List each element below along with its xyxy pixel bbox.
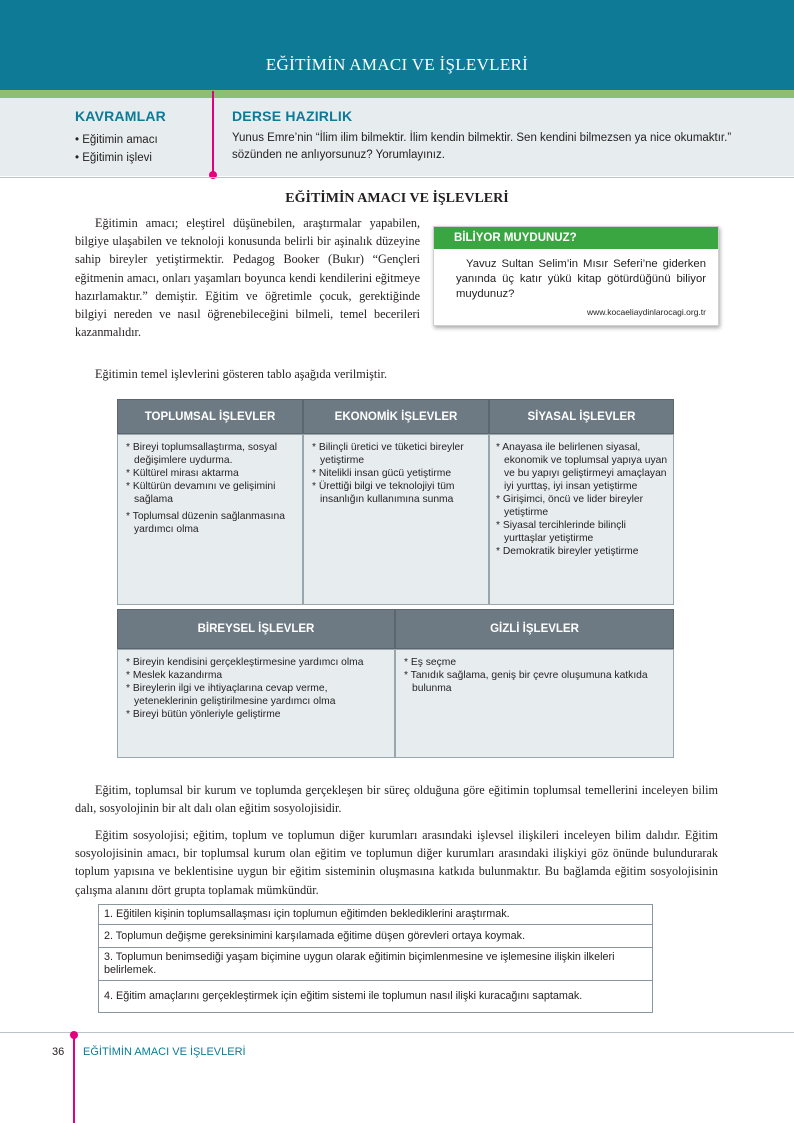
list-item: * Kültürün devamını ve gelişimini sağlama	[126, 481, 276, 505]
banner-title: EĞİTİMİN AMACI VE İŞLEVLERİ	[265, 55, 529, 74]
top-banner	[0, 0, 794, 90]
list-item: * Eş seçme	[404, 657, 457, 668]
table-row	[99, 905, 653, 925]
list-item: * Kültürel mirası aktarma	[126, 468, 239, 479]
table-row	[99, 925, 653, 948]
table-cell: 3. Toplumun benimsediği yaşam biçimine uygun olarak eğitimin biçimlenmesine ve işlemesine ilişkin ilkeleri belirlemek.	[99, 948, 653, 981]
did-you-know-title: BİLİYOR MUYDUNUZ?	[434, 227, 718, 249]
list-item: * Bireylerin ilgi ve ihtiyaçlarına cevap verme, yeteneklerinin geliştirilmesine yardımcı olma	[126, 683, 336, 707]
kavramlar-list	[75, 131, 158, 167]
siyasal-cell	[489, 434, 674, 605]
table-row	[99, 981, 653, 1013]
list-item: * Bireyin kendisini gerçekleştirmesine yardımcı olma	[126, 657, 364, 668]
gizli-header: GİZLİ İŞLEVLER	[395, 609, 674, 649]
gizli-cell	[395, 649, 674, 758]
intro-text: Eğitimin amacı; eleştirel düşünebilen, araştırmalar yapabilen, bilgiye ulaşabilen ve teknoloji konusunda belirli bir aşinalık düzeyine sahip bireyler yetiştirmektir. Pedagog Booker (Bukır) “Gençleri eğitmenin amacı, onları yaşamları boyunca kendi kendilerini eğitmeye hazırlamaktır.” demiştir. Eğitim ve öğretimle çocuk, gerektiğinde bilgiyi nereden ve nasıl öğrenebileceğini bilmeli, temel becerileri kazanmalıdır.	[75, 216, 420, 340]
table-row	[99, 948, 653, 981]
list-item: * Ürettiği bilgi ve teknolojiyi tüm insanlığın kullanımına sunma	[312, 481, 455, 505]
footer-divider	[73, 1036, 75, 1123]
banner-accent-strip	[0, 90, 794, 98]
paragraph-1-text: Eğitim, toplumsal bir kurum ve toplumda gerçekleşen bir süreç olduğuna göre eğitimin toplumsal temellerini inceleyen bilim dalı, sosyolojinin bir alt dalı olan eğitim sosyolojisidir.	[75, 783, 718, 816]
ekonomik-cell	[303, 434, 489, 605]
footer-title: EĞİTİMİN AMACI VE İŞLEVLERİ	[83, 1046, 246, 1058]
list-item: * Anayasa ile belirlenen siyasal, ekonomik ve toplumsal yapıya uyan ve bu yapıyı geliştirmeyi amaçlayan iyi yurttaş, iyi insan yetiştirme	[496, 442, 668, 492]
paragraph-1	[75, 781, 718, 817]
did-you-know-text: Yavuz Sultan Selim’in Mısır Seferi’ne giderken yanında üç katır yükü kitap götürdüğünü biliyor muydunuz?	[456, 258, 706, 300]
paragraph-2-text: Eğitim sosyolojisi; eğitim, toplum ve toplumun diğer kurumları arasındaki işlevsel ilişkileri inceleyen bilim dalıdır. Eğitim sosyolojisinin amacı, bir toplumsal kurum olan eğitim ve toplumun diğer kurumları arasındaki ilişkiyi göz önünde bulundurarak toplum yapısına ve beklentisine uygun bir eğitim sisteminin oluşmasına katkıda bulunmaktır. Bu bağlamda eğitim sosyolojisinin çalışma alanını dört grupta toplamak mümkündür.	[75, 828, 718, 897]
study-areas-table	[98, 904, 653, 1013]
did-you-know-source: www.kocaeliaydinlarocagi.org.tr	[586, 307, 706, 317]
ekonomik-header: EKONOMİK İŞLEVLER	[303, 399, 489, 434]
list-item: * Demokratik bireyler yetiştirme	[496, 546, 639, 557]
did-you-know-body	[434, 249, 718, 302]
bireysel-header: BİREYSEL İŞLEVLER	[117, 609, 395, 649]
intro-paragraph	[75, 214, 420, 341]
page-number: 36	[52, 1046, 65, 1058]
table-cell: 2. Toplumun değişme gereksinimini karşılamada eğitime düşen görevleri ortaya koymak.	[99, 925, 653, 948]
list-item: * Bireyi toplumsallaştırma, sosyal değişimlere uydurma.	[126, 442, 278, 466]
kavramlar-item: • Eğitimin işlevi	[75, 149, 158, 167]
list-item: * Toplumsal düzenin sağlanmasına yardımcı olma	[126, 511, 285, 535]
table-intro: Eğitimin temel işlevlerini gösteren tablo aşağıda verilmiştir.	[95, 367, 388, 381]
list-item: * Meslek kazandırma	[126, 670, 223, 681]
toplumsal-header: TOPLUMSAL İŞLEVLER	[117, 399, 303, 434]
kavramlar-item: • Eğitimin amacı	[75, 131, 158, 149]
paragraph-2	[75, 826, 718, 899]
toplumsal-cell	[117, 434, 303, 605]
footer-rule	[0, 1032, 794, 1033]
list-item: * Bireyi bütün yönleriyle geliştirme	[126, 709, 281, 720]
list-item: * Tanıdık sağlama, geniş bir çevre oluşumuna katkıda bulunma	[404, 670, 648, 694]
table-cell: 1. Eğitilen kişinin toplumsallaşması için toplumun eğitimden beklediklerini araştırmak.	[99, 905, 653, 925]
kavramlar-title: KAVRAMLAR	[75, 108, 166, 124]
did-you-know-box	[433, 226, 719, 326]
derse-hazirlik-text: Yunus Emre’nin “İlim ilim bilmektir. İlim kendin bilmektir. Sen kendini bilmezsen ya nice okumaktır.” sözünden ne anlıyorsunuz? Yorumlayınız.	[232, 132, 732, 161]
bireysel-cell	[117, 649, 395, 758]
list-item: * Bilinçli üretici ve tüketici bireyler yetiştirme	[312, 442, 464, 466]
derse-hazirlik-title: DERSE HAZIRLIK	[232, 108, 353, 124]
section-title: EĞİTİMİN AMACI VE İŞLEVLERİ	[285, 191, 509, 206]
list-item: * Girişimci, öncü ve lider bireyler yetiştirme	[496, 494, 644, 518]
list-item: * Siyasal tercihlerinde bilinçli yurttaşlar yetiştirme	[496, 520, 626, 544]
siyasal-header: SİYASAL İŞLEVLER	[489, 399, 674, 434]
list-item: * Nitelikli insan gücü yetiştirme	[312, 468, 452, 479]
header-bottom-rule	[0, 177, 794, 178]
table-cell: 4. Eğitim amaçlarını gerçekleştirmek için eğitim sistemi ile toplumun nasıl ilişki kuracağını saptamak.	[99, 981, 653, 1013]
header-divider	[212, 91, 214, 175]
